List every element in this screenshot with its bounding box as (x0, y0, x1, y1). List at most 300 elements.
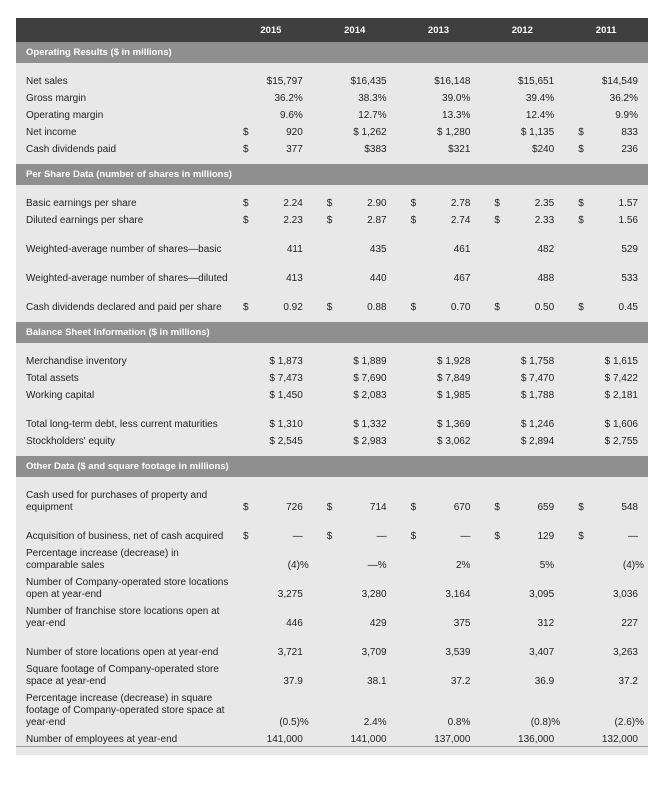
value-cell (480, 368, 564, 385)
value-cell (313, 368, 397, 385)
value-cell (480, 193, 564, 210)
row-label: Net sales (26, 76, 68, 87)
value-cell (229, 285, 313, 314)
value-cell (229, 139, 313, 156)
cell-value: 0.70 (450, 302, 471, 313)
section-body-balance-sheet (16, 343, 648, 456)
cell-value: $ 1,889 (353, 356, 387, 367)
row-label: Net income (26, 127, 77, 138)
value-cell (480, 71, 564, 88)
cell-value: $ 1,246 (520, 419, 555, 430)
value-cell (564, 210, 648, 227)
cell-value: 670 (453, 502, 471, 513)
value-cell (229, 210, 313, 227)
value-cell (229, 368, 313, 385)
row-label: Weighted-average number of shares—basic (26, 244, 222, 255)
cell-value: 3,280 (361, 589, 387, 600)
cell-value: $ 3,062 (437, 436, 471, 447)
table-row (16, 514, 648, 543)
currency-symbol: $ (578, 215, 584, 226)
cell-value: $ 1,615 (604, 356, 638, 367)
cell-value: 413 (286, 273, 303, 284)
cell-value: $15,797 (266, 76, 303, 87)
value-cell (229, 543, 313, 572)
value-cell (564, 659, 648, 688)
value-cell (397, 122, 481, 139)
value-cell (564, 351, 648, 368)
value-cell (229, 601, 313, 630)
value-cell (397, 193, 481, 210)
value-cell (229, 514, 313, 543)
value-cell (564, 402, 648, 431)
cell-value: $ 7,849 (437, 373, 471, 384)
value-cell (564, 139, 648, 156)
value-cell (229, 71, 313, 88)
cell-value: 36.2% (609, 93, 638, 104)
cell-value: 482 (537, 244, 555, 255)
section-header-balance-sheet (16, 322, 648, 343)
cell-value: $ 1,369 (437, 419, 471, 430)
cell-value: 411 (286, 244, 303, 255)
cell-value: 2.33 (534, 215, 555, 226)
cell-value: 227 (621, 618, 638, 629)
value-cell (313, 210, 397, 227)
value-cell (564, 688, 648, 729)
currency-symbol: $ (578, 144, 584, 155)
cell-value: $ 1,928 (437, 356, 471, 367)
value-cell (480, 139, 564, 156)
cell-value: 2% (455, 560, 471, 571)
value-cell (229, 659, 313, 688)
year-header-2013: 2013 (397, 18, 481, 42)
row-label: Percentage increase (decrease) in square footage of Company-operated store space at year-end (26, 693, 225, 728)
value-cell (397, 285, 481, 314)
table-row (16, 659, 648, 688)
value-cell (397, 210, 481, 227)
currency-symbol: $ (243, 127, 249, 138)
cell-value: 2.4% (363, 717, 387, 728)
currency-symbol: $ (578, 502, 584, 513)
table-row (16, 729, 648, 747)
cell-value: 2.87 (367, 215, 387, 226)
cell-value: 920 (286, 127, 303, 138)
cell-value: 659 (537, 502, 555, 513)
currency-symbol: $ (326, 531, 333, 542)
section-body-other-data (16, 477, 648, 755)
cell-value: 2.90 (367, 198, 387, 209)
currency-symbol: $ (578, 198, 584, 209)
currency-symbol: $ (410, 215, 417, 226)
cell-value: 446 (286, 618, 303, 629)
cell-value: 141,000 (350, 734, 387, 745)
value-cell (564, 285, 648, 314)
cell-value: — (292, 531, 303, 542)
currency-symbol: $ (243, 198, 249, 209)
value-cell (480, 630, 564, 659)
cell-value: $ 7,473 (269, 373, 303, 384)
cell-value: 3,263 (612, 647, 638, 658)
value-cell (397, 88, 481, 105)
cell-value: $16,148 (434, 76, 471, 87)
row-label: Cash dividends paid (26, 144, 117, 155)
cell-value: $ 7,470 (520, 373, 555, 384)
cell-value: 3,036 (612, 589, 638, 600)
cell-value: 312 (537, 618, 555, 629)
value-cell (480, 729, 564, 747)
currency-symbol: $ (326, 215, 333, 226)
value-cell (229, 688, 313, 729)
cell-value: $ 2,083 (353, 390, 387, 401)
value-cell (313, 193, 397, 210)
row-label: Merchandise inventory (26, 356, 127, 367)
currency-symbol: $ (410, 531, 417, 542)
cell-value: $ 1,332 (353, 419, 387, 430)
cell-value: $ 2,894 (520, 436, 555, 447)
currency-symbol: $ (410, 198, 417, 209)
value-cell (397, 351, 481, 368)
cell-value: 0.8% (447, 717, 471, 728)
value-cell (313, 385, 397, 402)
table-row (16, 351, 648, 368)
value-cell (480, 514, 564, 543)
value-cell (313, 659, 397, 688)
cell-value: 9.6% (280, 110, 303, 121)
value-cell (313, 256, 397, 285)
cell-value: 1.57 (618, 198, 638, 209)
cell-value: $ 2,181 (604, 390, 638, 401)
row-label: Operating margin (26, 110, 104, 121)
cell-value: $ 1,873 (269, 356, 303, 367)
cell-value: 5% (539, 560, 555, 571)
value-cell (313, 630, 397, 659)
cell-value: $ 1,985 (437, 390, 471, 401)
value-cell (397, 514, 481, 543)
value-cell (313, 351, 397, 368)
cell-value: $321 (448, 144, 471, 155)
value-cell (397, 630, 481, 659)
value-cell (564, 514, 648, 543)
cell-value: $ 7,422 (604, 373, 638, 384)
value-cell (480, 227, 564, 256)
section-title: Other Data ($ and square footage in millions) (16, 456, 648, 477)
year-header-2014: 2014 (313, 18, 397, 42)
value-cell (480, 402, 564, 431)
cell-value: 39.4% (525, 93, 555, 104)
value-cell (397, 368, 481, 385)
year-header-2012: 2012 (480, 18, 564, 42)
value-cell (564, 630, 648, 659)
currency-symbol: $ (243, 531, 249, 542)
value-cell (313, 729, 397, 747)
currency-symbol: $ (494, 302, 500, 313)
cell-value: 0.88 (367, 302, 387, 313)
value-cell (313, 402, 397, 431)
value-cell (480, 256, 564, 285)
value-cell (480, 88, 564, 105)
row-label: Cash dividends declared and paid per share (26, 302, 222, 313)
value-cell (564, 88, 648, 105)
cell-value: 3,095 (529, 589, 555, 600)
row-label: Gross margin (26, 93, 87, 104)
value-cell (313, 514, 397, 543)
value-cell (480, 285, 564, 314)
cell-value: 0.50 (534, 302, 555, 313)
table-row (16, 688, 648, 729)
cell-value: 488 (537, 273, 555, 284)
cell-value: 833 (621, 127, 638, 138)
section-body-operating-results (16, 63, 648, 164)
cell-value: 726 (286, 502, 303, 513)
row-label: Percentage increase (decrease) in comparable sales (26, 548, 179, 571)
table-row (16, 285, 648, 314)
cell-value: $ 2,755 (604, 436, 638, 447)
value-cell (397, 485, 481, 514)
currency-symbol: $ (243, 215, 249, 226)
cell-value: $14,549 (601, 76, 638, 87)
value-cell (480, 351, 564, 368)
value-cell (564, 105, 648, 122)
value-cell (397, 543, 481, 572)
cell-value: $ 2,545 (269, 436, 303, 447)
table-row (16, 227, 648, 256)
value-cell (480, 572, 564, 601)
value-cell (480, 385, 564, 402)
cell-value: 37.9 (283, 676, 303, 687)
row-label: Weighted-average number of shares—diluted (26, 273, 228, 284)
cell-value: 12.4% (525, 110, 555, 121)
value-cell (313, 572, 397, 601)
value-cell (564, 485, 648, 514)
currency-symbol: $ (578, 531, 584, 542)
cell-value: 3,164 (445, 589, 471, 600)
row-label: Diluted earnings per share (26, 215, 144, 226)
value-cell (229, 402, 313, 431)
cell-value: 37.2 (450, 676, 471, 687)
table-row (16, 71, 648, 88)
value-cell (397, 688, 481, 729)
cell-value: $ 1,135 (520, 127, 555, 138)
row-label: Number of employees at year-end (16, 729, 229, 747)
value-cell (397, 256, 481, 285)
cell-value: 429 (369, 618, 387, 629)
year-header-2015: 2015 (229, 18, 313, 42)
table-row (16, 139, 648, 156)
currency-symbol: $ (494, 502, 500, 513)
value-cell (480, 431, 564, 448)
value-cell (313, 485, 397, 514)
value-cell (564, 431, 648, 448)
cell-value: (0.5)% (279, 717, 309, 728)
table-row (16, 193, 648, 210)
cell-value: 2.24 (283, 198, 303, 209)
value-cell (480, 485, 564, 514)
value-cell (480, 122, 564, 139)
cell-value: 36.9 (534, 676, 555, 687)
cell-value: 529 (621, 244, 638, 255)
value-cell (564, 193, 648, 210)
table-row (16, 543, 648, 572)
table-row (16, 122, 648, 139)
cell-value: $ 1,310 (269, 419, 303, 430)
cell-value: 137,000 (434, 734, 471, 745)
cell-value: 3,709 (361, 647, 387, 658)
value-cell (397, 601, 481, 630)
table-row (16, 601, 648, 630)
row-label: Square footage of Company-operated store space at year-end (26, 664, 219, 687)
value-cell (480, 210, 564, 227)
cell-value: 36.2% (274, 93, 303, 104)
cell-value: $ 1,758 (520, 356, 555, 367)
cell-value: 3,721 (277, 647, 303, 658)
cell-value: 236 (621, 144, 638, 155)
cell-value: 440 (369, 273, 387, 284)
value-cell (313, 71, 397, 88)
cell-value: $240 (531, 144, 555, 155)
value-cell (229, 227, 313, 256)
cell-value: 9.9% (615, 110, 638, 121)
cell-value: 136,000 (518, 734, 555, 745)
cell-value: 132,000 (601, 734, 638, 745)
row-label: Stockholders' equity (26, 436, 116, 447)
row-label: Number of Company-operated store locations open at year-end (26, 577, 229, 600)
value-cell (480, 105, 564, 122)
value-cell (397, 659, 481, 688)
table-row (16, 572, 648, 601)
cell-value: $15,651 (518, 76, 555, 87)
cell-value: 0.45 (618, 302, 638, 313)
year-header-row (16, 18, 648, 42)
value-cell (564, 368, 648, 385)
value-cell (397, 572, 481, 601)
cell-value: $ 1,280 (437, 127, 471, 138)
cell-value: — (628, 531, 638, 542)
table-row (16, 105, 648, 122)
cell-value: 2.78 (450, 198, 471, 209)
cell-value: (0.8)% (530, 717, 561, 728)
cell-value: 3,275 (277, 589, 303, 600)
value-cell (229, 729, 313, 747)
cell-value: 467 (453, 273, 471, 284)
cell-value: $16,435 (350, 76, 387, 87)
cell-value: 13.3% (442, 110, 471, 121)
section-title: Balance Sheet Information ($ in millions) (16, 322, 648, 343)
cell-value: 38.3% (358, 93, 387, 104)
value-cell (229, 351, 313, 368)
value-cell (564, 572, 648, 601)
cell-value: — (376, 531, 387, 542)
value-cell (397, 139, 481, 156)
value-cell (229, 431, 313, 448)
cell-value: 377 (286, 144, 303, 155)
row-label: Total long-term debt, less current maturities (26, 419, 218, 430)
table-row (16, 630, 648, 659)
currency-symbol: $ (243, 302, 249, 313)
value-cell (313, 88, 397, 105)
value-cell (480, 659, 564, 688)
row-label: Basic earnings per share (26, 198, 137, 209)
value-cell (564, 71, 648, 88)
cell-value: 141,000 (266, 734, 303, 745)
cell-value: (2.6)% (614, 717, 644, 728)
financial-summary-sheet (16, 18, 648, 755)
cell-value: 2.35 (534, 198, 555, 209)
table-row (16, 402, 648, 431)
cell-value: $ 7,690 (353, 373, 387, 384)
section-header-per-share-data (16, 164, 648, 185)
cell-value: —% (367, 560, 387, 571)
cell-value: 375 (453, 618, 471, 629)
currency-symbol: $ (243, 144, 249, 155)
cell-value: — (460, 531, 471, 542)
row-label: Working capital (26, 390, 95, 401)
value-cell (564, 729, 648, 747)
header-corner (16, 18, 229, 42)
cell-value: $ 2,983 (353, 436, 387, 447)
currency-symbol: $ (578, 302, 584, 313)
table-row (16, 485, 648, 514)
table-row (16, 431, 648, 448)
row-label: Total assets (26, 373, 79, 384)
table-row (16, 210, 648, 227)
currency-symbol: $ (410, 502, 417, 513)
cell-value: 435 (369, 244, 387, 255)
selected-financial-data-table (16, 18, 648, 755)
cell-value: $383 (364, 144, 387, 155)
value-cell (397, 385, 481, 402)
value-cell (397, 729, 481, 747)
currency-symbol: $ (494, 531, 500, 542)
section-title: Operating Results ($ in millions) (16, 42, 648, 63)
value-cell (313, 688, 397, 729)
value-cell (229, 256, 313, 285)
value-cell (229, 485, 313, 514)
table-row (16, 368, 648, 385)
value-cell (397, 431, 481, 448)
value-cell (480, 601, 564, 630)
value-cell (313, 105, 397, 122)
value-cell (229, 193, 313, 210)
value-cell (313, 139, 397, 156)
value-cell (480, 543, 564, 572)
cell-value: $ 1,450 (269, 390, 303, 401)
table-row (16, 385, 648, 402)
row-label: Cash used for purchases of property and equipment (26, 490, 208, 513)
year-header-2011: 2011 (564, 18, 648, 42)
cell-value: 37.2 (618, 676, 638, 687)
currency-symbol: $ (243, 502, 249, 513)
value-cell (313, 431, 397, 448)
cell-value: $ 1,606 (604, 419, 638, 430)
value-cell (229, 105, 313, 122)
section-header-operating-results (16, 42, 648, 63)
cell-value: (4)% (622, 560, 644, 571)
cell-value: 3,407 (529, 647, 555, 658)
value-cell (313, 227, 397, 256)
cell-value: 0.92 (283, 302, 303, 313)
value-cell (313, 285, 397, 314)
cell-value: $ 1,262 (353, 127, 387, 138)
value-cell (229, 385, 313, 402)
value-cell (229, 88, 313, 105)
cell-value: 129 (537, 531, 555, 542)
currency-symbol: $ (494, 215, 500, 226)
row-label: Number of franchise store locations open at year-end (26, 606, 220, 629)
row-label: Number of store locations open at year-end (26, 647, 219, 658)
currency-symbol: $ (578, 127, 584, 138)
value-cell (397, 227, 481, 256)
currency-symbol: $ (326, 198, 333, 209)
value-cell (480, 688, 564, 729)
